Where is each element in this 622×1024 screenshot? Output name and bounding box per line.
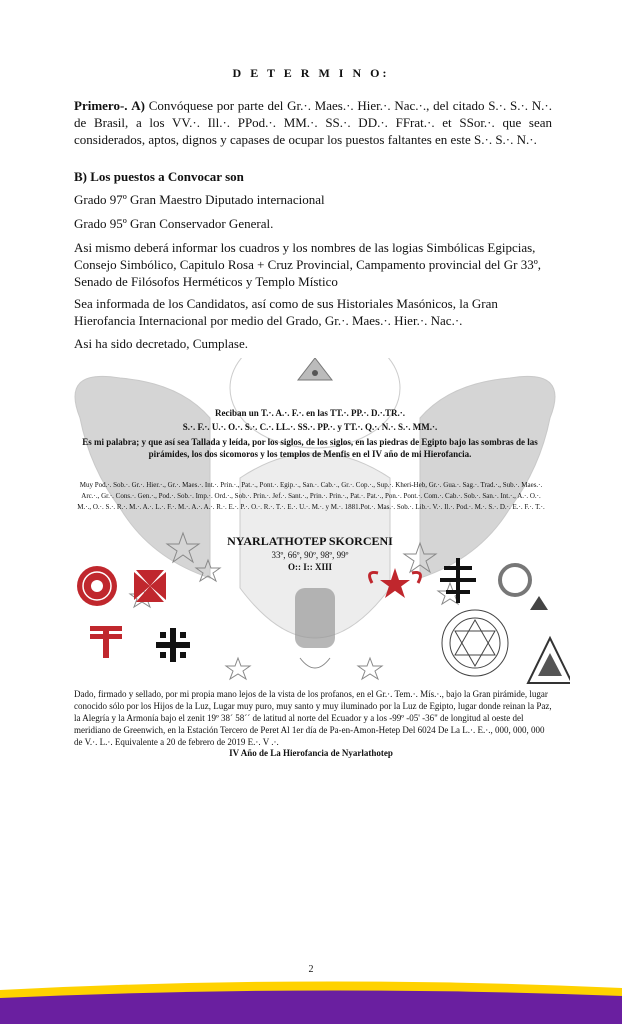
reciban-line-2: S.·. F.·. U.·. O.·. S.·. C.·. LL.·. SS.·. PP.·. y TT.·. Q.·. N.·. S.·. MM.·. <box>182 422 438 432</box>
page-number: 2 <box>308 964 314 975</box>
paragraph-asimismo: Asi mismo deberá informar los cuadros y los nombres de las logias Simbólicas Egipcias, Consejo Simbólico, Capitulo Rosa + Cruz Provincial, Campamento provincial del Gr 33º, Senado de Filósofos Herméticos y Templo Místico <box>74 240 542 289</box>
maltese-cross-icon <box>134 570 166 602</box>
signature-degrees: 33º, 66º, 90º, 98º, 99º <box>271 550 349 560</box>
paragraph-primero <box>74 97 552 148</box>
pyramid-eye-icon <box>530 596 548 610</box>
star-icon <box>226 658 250 679</box>
page-heading: D E T E R M I N O: <box>232 66 390 80</box>
central-figure-icon <box>295 588 335 668</box>
primero-label: Primero-. <box>74 98 128 113</box>
signature-name: NYARLATHOTEP SKORCENI <box>227 534 393 548</box>
reciban-line-1: Reciban un T.·. A.·. F.·. en las TT.·. PP.·. D.·.TR.·. <box>215 408 405 418</box>
grado-95: Grado 95º Gran Conservador General. <box>74 216 274 231</box>
footer-decoration <box>0 980 622 1024</box>
titles-text: Muy Pod.·. Sob.·. Gr.·. Hier.·., Gr.·. Maes.·. Int.·. Prin.·., Pat.·., Pont.·. Egip.·., San.·. Cab.·., Gr.·. Cop.·., Sup.·. Kheri-Heb, Gr.·. Gua.·. Sag.·. Trad.·., Sub.·. Maes.·. Arc.·., Gr.·. Cons.·. Gen.·., Pod.·. Sob.·. Imp.·. Ord.·., Sob.·. Prin.·. Jef.·. Sant.·., Prin.·. Prin.·., Pat.·. Pat.·., Pon.·. Pont.·. Com.·. Cab.·. Sob.·. San.·. Int.·., A.·. O.·. M.·., O.·. S.·. R.·. M.·. A.·. L.·. F.·. M.·. A.·. A.·. R.·. E.·. P.·. O.·. R.·. T.·. E.·. U.·. M.·. y M.·. 1881.Pot.·. Mas.·. Sob.·. Lib.·. V.·. Il.·. Pod.·. M.·. S.·. D.·. E.·. F.·. T.·. <box>77 481 545 511</box>
primero-text: Convóquese por parte del Gr.·. Maes.·. Hier.·. Nac.·., del citado S.·. S.·. N.·. de Brasil, a los VV.·. Ill.·. PPod.·. MM.·. SS.·. DD.·. FFrat.·. et SSor.·. que sean considerados, aptos, dignos y capases de ocupar los puestos faltantes en este S.·. S.·. N.·. <box>74 98 552 147</box>
pyramid-eye-top-icon <box>298 358 332 380</box>
paragraph-asi-ha-sido: Asi ha sido decretado, Cumplase. <box>74 336 249 351</box>
dado-paragraph: Dado, firmado y sellado, por mi propia mano lejos de la vista de los profanos, en el Gr.·. Tem.·. Mís.·., bajo la Gran pirámide, lugar conocido sólo por los Hijos de la Luz, Lugar muy puro, muy santo y muy iluminado por la Luz de Egipto, lugar donde reinan la Paz, la Alegría y la Armonía bajo el zenit 19º 38´ 58´´ de latitud al norte del Ecuador y a los -99º -05' -36" de longitud al oeste del meridiano de Greenwich, en la Estación Tercero de Peret Al 1er día de Pa-en-Amon-Hetep Del 6024 De La L.·. E.·., 000, 000, 000 de V.·. L.·. Equivalente a 20 de febrero de 2019 E.·. V .·. <box>74 689 552 747</box>
red-seal-icon <box>77 566 117 606</box>
jerusalem-cross-icon <box>156 628 190 662</box>
pyramid-seal-icon <box>528 638 570 683</box>
anio-hierofancia: IV Año de La Hierofancia de Nyarlathotep <box>229 748 393 758</box>
star-icon <box>358 658 382 679</box>
seal-circle-icon <box>442 610 508 676</box>
paragraph-sea-informada: Sea informada de los Candidatos, así como de sus Historiales Masónicos, la Gran Hierofancia Internacional por medio del Grado, Gr.·. Maes.·. Hier.·. Nac.·. <box>74 296 498 328</box>
grado-97: Grado 97º Gran Maestro Diputado internacional <box>74 192 325 207</box>
primero-letter: A) <box>131 98 145 113</box>
decree-text: Es mi palabra; y que así sea Tallada y leída, por los siglos, de los siglos, en las piedras de Egipto bajo las sombras de las pirámides, los dos sicomoros y los templos de Menfis en el IV año de mi Hierofancia. <box>82 437 538 459</box>
subheading: B) Los puestos a Convocar son <box>74 169 244 184</box>
signature-order: O:: I:: XIII <box>288 562 332 572</box>
tau-cross-icon <box>90 626 122 658</box>
